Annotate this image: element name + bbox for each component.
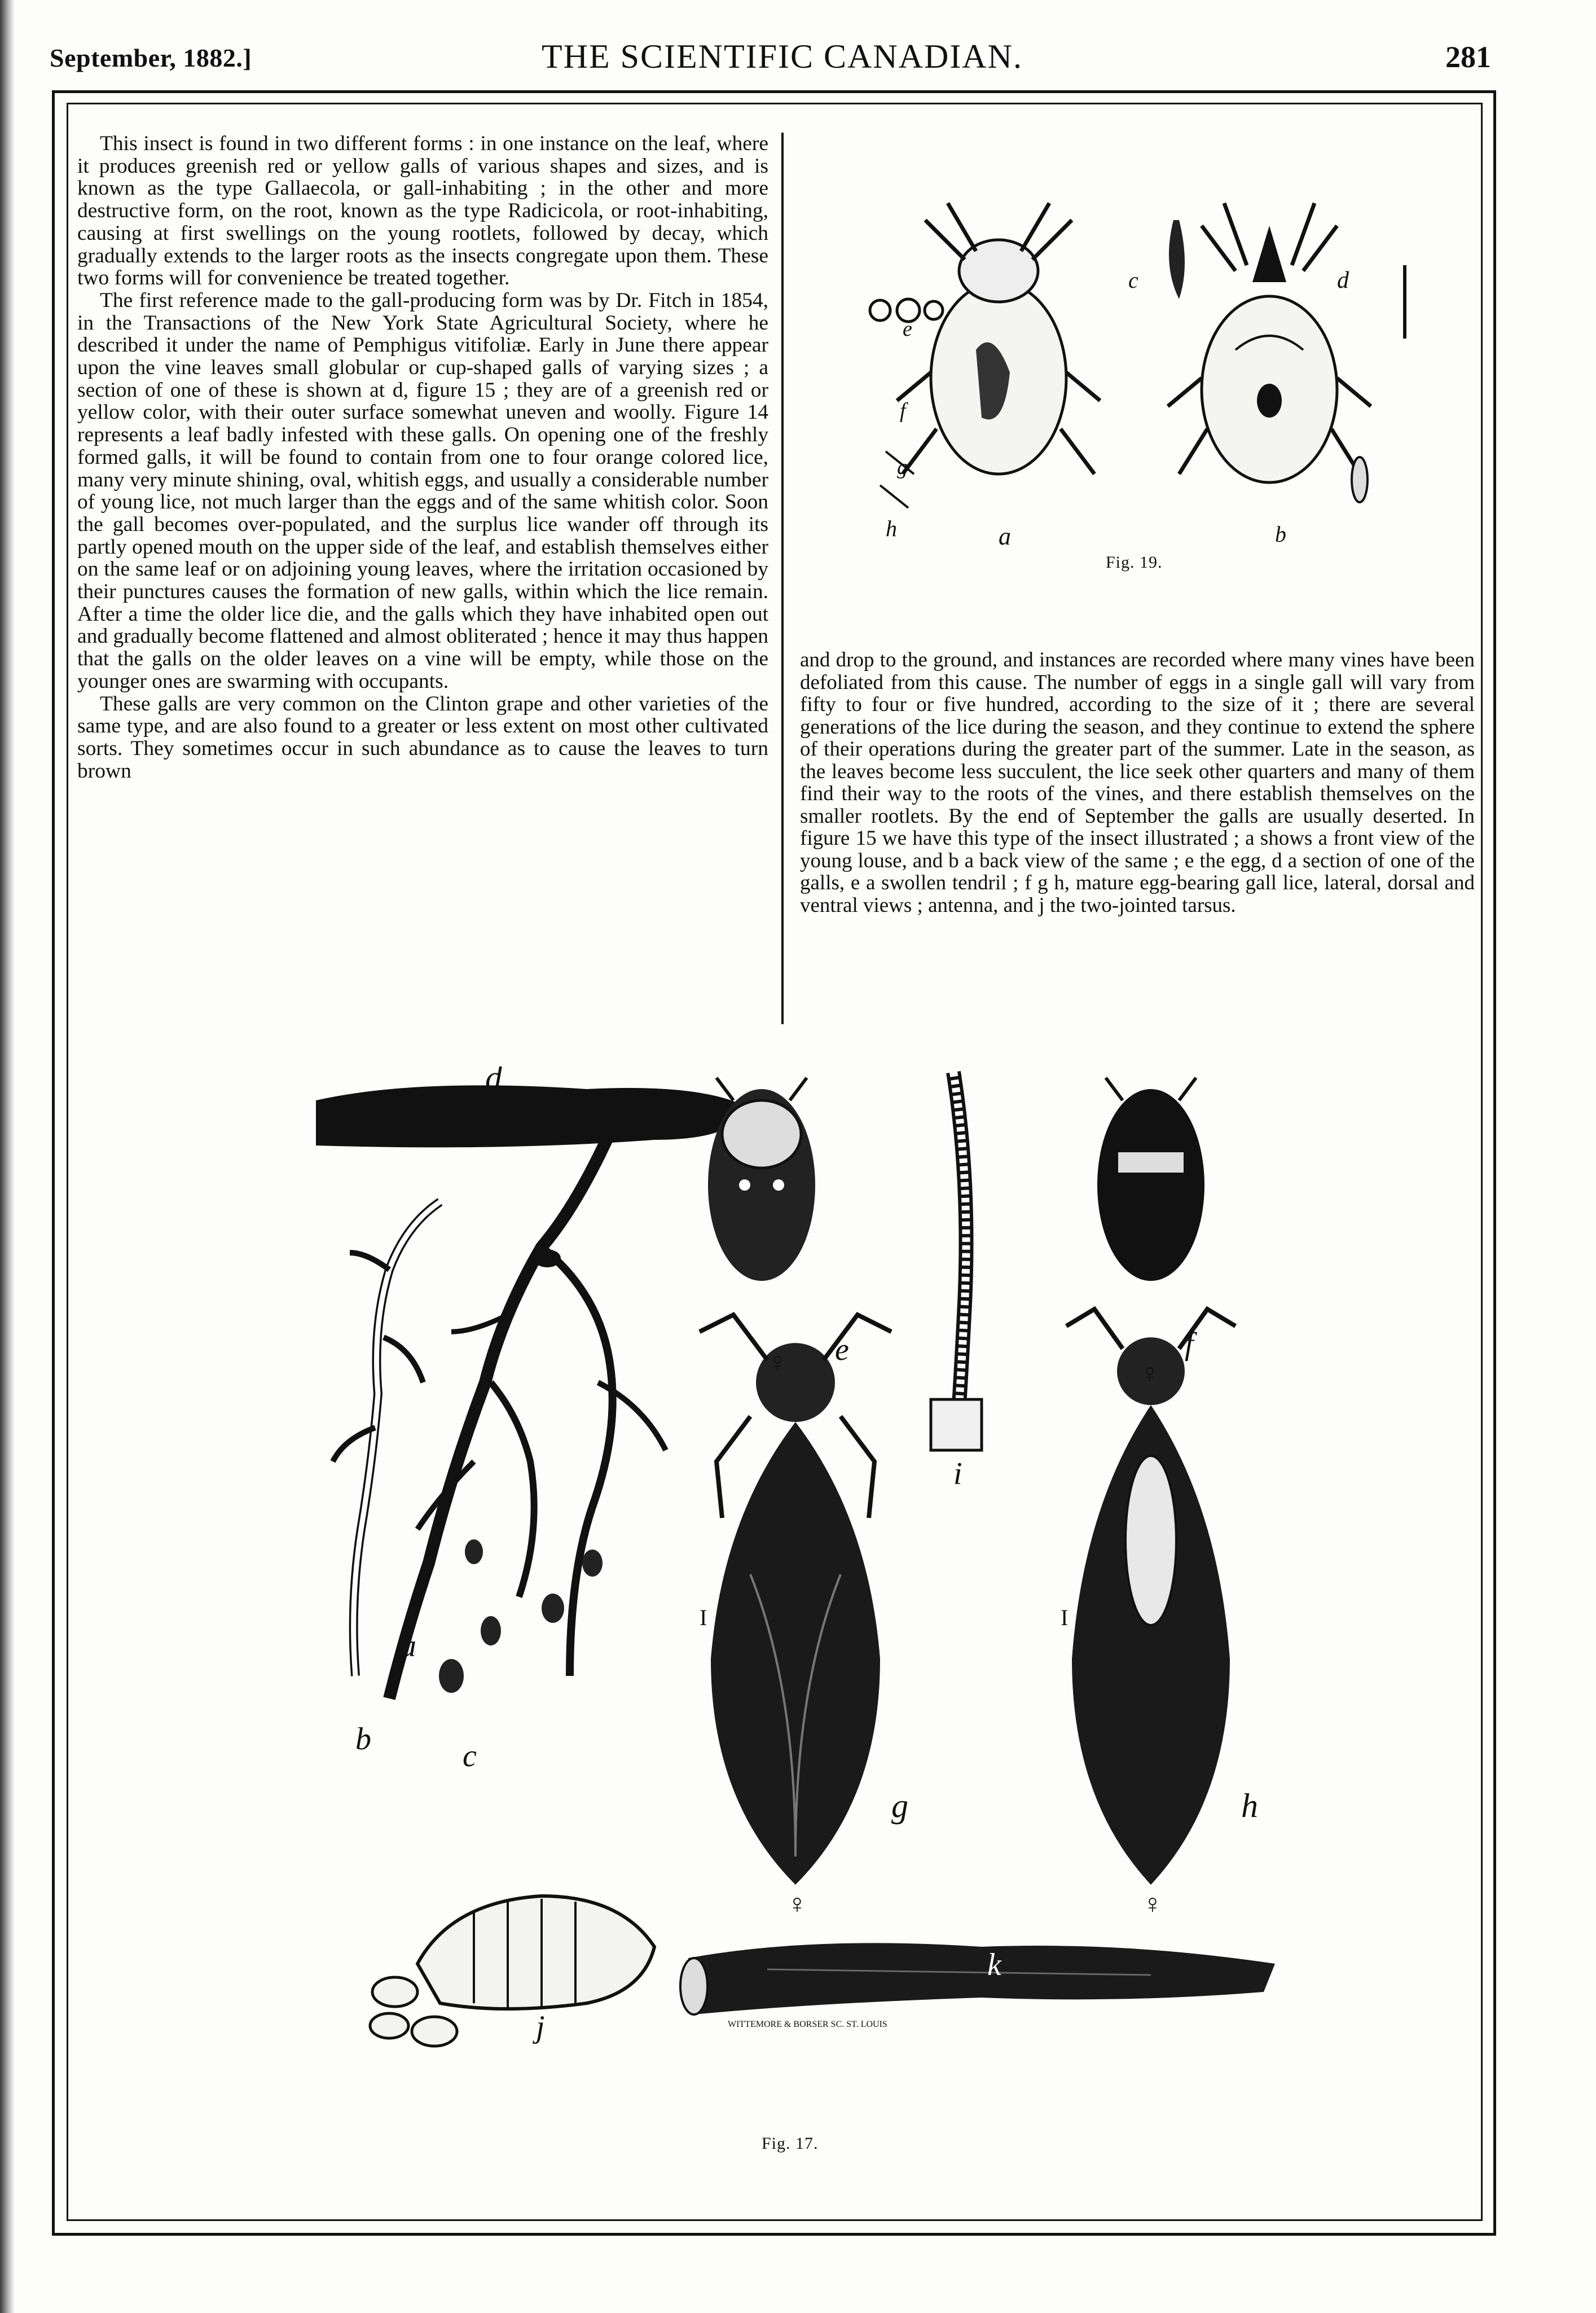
page-header [0,37,1596,94]
fig19-label-h: h [886,516,897,541]
column-divider [781,133,784,1024]
fig19-label-g: g [897,455,908,479]
figure-17-illustration [305,1066,1298,2139]
figure-19-caption: Fig. 19. [1106,553,1163,572]
fig17-label-k: k [987,1947,1001,1982]
fig19-label-b: b [1275,521,1286,547]
fig17-label-g: g [891,1787,908,1824]
fig17-label-i: i [953,1456,962,1491]
left-column-text [77,133,768,782]
issue-date: September, 1882.] [50,43,252,72]
fig19-label-a: a [999,523,1011,550]
figure-17-caption: Fig. 17. [762,2134,819,2153]
right-column-text [800,649,1475,916]
fig17-female-symbol-h: ♀ [1142,1889,1163,1919]
figure-19-drawing [863,135,1433,553]
louse-f-drawing [1097,1078,1204,1281]
fig19-label-d: d [1337,267,1349,293]
fig17-numeral-g: I [700,1605,707,1630]
figure-17-drawing [305,1066,1298,2139]
mite-a-drawing [897,203,1100,474]
fig17-label-b: b [355,1722,371,1757]
fig19-label-e: e [903,317,912,341]
winged-insect-g-drawing [700,1315,891,1885]
right-paragraph: and drop to the ground, and instances are recorded where many vines have been defoliated from this cause. The number of eggs in a single gall will vary from fifty to four or five hundred, according to the size of it ; there are several generations of the lice during the season, and they continue to extend the sphere of their operations during the greater part of the summer. Late in the season, as the leaves become less succulent, the lice seek other quarters and many of them find their way to the roots of the vines, and there establish themselves on the smaller rootlets. By the end of September the galls are usually deserted. In figure 15 we have this type of the insect illustrated ; a shows a front view of the young louse, and b a back view of the same ; e the egg, d a section of one of the galls, e a swollen tendril ; f g h, mature egg-bearing gall lice, lateral, dorsal and ventral views ; antenna, and j the two-jointed tarsus. [800,648,1475,917]
fig17-label-a: a [401,1629,416,1664]
binding-edge [0,0,15,2313]
fig17-label-h: h [1241,1787,1258,1824]
fig17-female-symbol-e: ♀ [767,1348,788,1377]
paragraph-3: These galls are very common on the Clinton grape and other varieties of the same type, and are also found to a greater or less extent on most other cultivated sorts. They sometimes occur in such abundance as to cause the leaves to turn brown [77,692,768,783]
mite-b-drawing [1168,203,1371,502]
fig17-female-symbol-f: ♀ [1140,1359,1160,1389]
fig17-label-e: e [835,1332,849,1367]
fig17-female-symbol-g: ♀ [787,1889,807,1919]
fig17-label-c: c [463,1739,477,1774]
fig17-label-d: d [485,1066,502,1096]
fig19-label-c: c [1128,267,1138,293]
fig17-label-f: f [1185,1327,1194,1362]
engraver-credit: WITTEMORE & BORSER SC. ST. LOUIS [728,2020,887,2029]
fig17-numeral-h: I [1061,1605,1069,1630]
root-section-k-drawing [680,1943,1275,2014]
fig19-label-f: f [900,399,906,423]
tendril-drawing [333,1202,440,1676]
publication-title: THE SCIENTIFIC CANADIAN. [542,38,1023,75]
winged-insect-h-drawing [1066,1309,1236,1885]
pupa-j-drawing [370,1896,654,2046]
antenna-i-drawing [931,1072,982,1450]
fig17-label-j: j [536,2009,545,2044]
page-number: 281 [1445,40,1491,74]
paragraph-1: This insect is found in two different forms : in one instance on the leaf, where it produces greenish red or yellow galls of various shapes and sizes, and is known as the type Gallaecola, or gall-inhabiting ; in the other and more destructive form, on the root, known as the type Radicicola, or root-inhabiting, causing at first swellings on the young rootlets, followed by decay, which gradually extends to the larger roots as the insects congregate upon them. These two forms will for convenience be treated together. [77,132,768,290]
paragraph-2: The first reference made to the gall-producing form was by Dr. Fitch in 1854, in the Transactions of the New York State Agricultural Society, where he described it under the name of Pemphigus vitifoliæ. Early in June there appear upon the vine leaves small globular or cup-shaped galls of varying sizes ; a section of one of these is shown at d, figure 15 ; they are of a greenish red or yellow color, with their outer surface somewhat uneven and woolly. Figure 14 represents a leaf badly infested with these galls. On opening one of the freshly formed galls, it will be found to contain from one to four orange colored lice, many very minute shining, oval, whitish eggs, and usually a considerable number of young lice, not much larger than the eggs and of the same whitish color. Soon the gall becomes over-populated, and the surplus lice wander off through its partly opened mouth on the upper side of the leaf, and establish themselves either on the same leaf or on adjoining young leaves, where the irritation occasioned by their punctures causes the formation of new galls, within which the lice remain. After a time the older lice die, and the galls which they have inhabited open out and gradually become flattened and almost obliterated ; hence it may thus happen that the galls on the older leaves on a vine will be empty, while those on the younger ones are swarming with occupants. [77,288,768,693]
figure-19-illustration [863,135,1433,553]
